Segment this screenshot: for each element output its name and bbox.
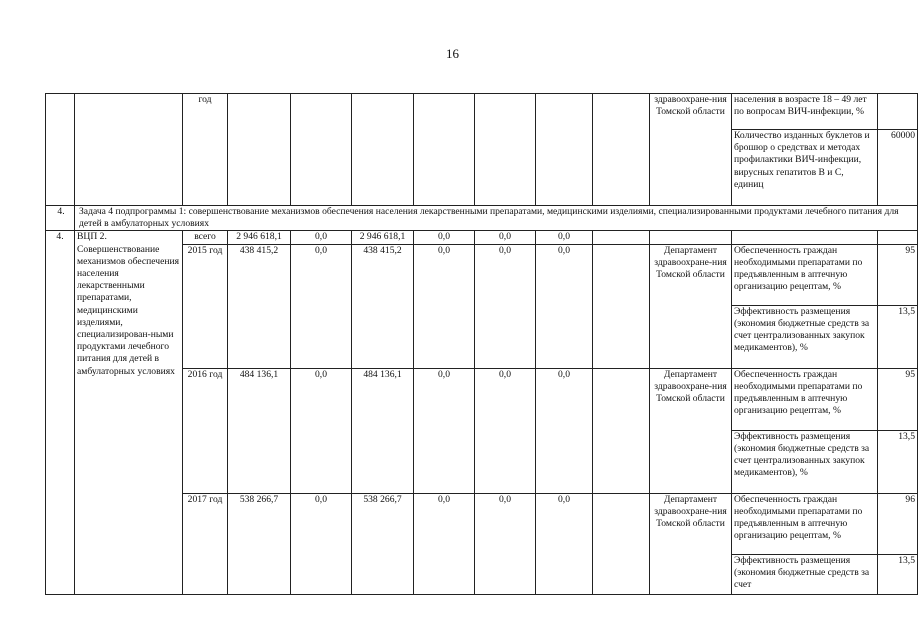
other1-value: 0,0	[475, 368, 536, 493]
indicator-cell: Обеспеченность граждан необходимыми препаратами по предъявленным в аптечную организацию рецептам, %	[732, 244, 878, 305]
other1-value: 0,0	[475, 244, 536, 368]
other1-value: 0,0	[475, 231, 536, 244]
program-table	[45, 93, 918, 595]
other1-value: 0,0	[475, 493, 536, 594]
program-title	[75, 231, 183, 594]
federal-value: 0,0	[291, 231, 352, 244]
other2-value: 0,0	[536, 493, 593, 594]
performer-cell: Департамент здравоохране-ния Томской области	[650, 493, 732, 594]
local-value: 0,0	[414, 368, 475, 493]
regional-value: 484 136,1	[352, 368, 414, 493]
performer-cell: здравоохране-ния Томской области	[650, 94, 732, 206]
table-row	[46, 94, 918, 130]
other2-value: 0,0	[536, 368, 593, 493]
federal-value: 0,0	[291, 368, 352, 493]
indicator-cell: Эффективность размещения (экономия бюджетные средств за счет централизованных закупок медикаментов), %	[732, 430, 878, 493]
indicator-value: 13,5	[878, 305, 918, 368]
year-cell: 2016 год	[183, 368, 228, 493]
indicator-value: 96	[878, 493, 918, 554]
indicator-value: 60000	[878, 130, 918, 206]
total-value: 484 136,1	[228, 368, 291, 493]
program-title-text: Совершенствование механизмов обеспечения населения лекарственными препаратами, медицинскими изделиями, специализирован-ными продуктами лечебного питания для детей в амбулаторных условиях	[77, 243, 180, 377]
period-cell: год	[183, 94, 228, 206]
indicator-value: 13,5	[878, 554, 918, 594]
federal-value: 0,0	[291, 244, 352, 368]
local-value: 0,0	[414, 244, 475, 368]
total-label: всего	[183, 231, 228, 244]
regional-value: 538 266,7	[352, 493, 414, 594]
indicator-value: 95	[878, 244, 918, 305]
federal-value: 0,0	[291, 493, 352, 594]
indicator-cell: населения в возрасте 18 – 49 лет по вопросам ВИЧ-инфекции, %	[732, 94, 878, 130]
other2-value: 0,0	[536, 244, 593, 368]
task-number: 4.	[46, 206, 75, 231]
indicator-cell: Обеспеченность граждан необходимыми препаратами по предъявленным в аптечную организацию рецептам, %	[732, 368, 878, 430]
local-value: 0,0	[414, 231, 475, 244]
indicator-cell: Количество изданных буклетов и брошюр о средствах и методах профилактики ВИЧ-инфекции, вирусных гепатитов В и С, единиц	[732, 130, 878, 206]
regional-value: 438 415,2	[352, 244, 414, 368]
indicator-cell: Эффективность размещения (экономия бюджетные средств за счет	[732, 554, 878, 594]
performer-cell: Департамент здравоохране-ния Томской области	[650, 244, 732, 368]
program-code: ВЦП 2.	[77, 231, 107, 243]
indicator-cell: Обеспеченность граждан необходимыми препаратами по предъявленным в аптечную организацию рецептам, %	[732, 493, 878, 554]
other2-value: 0,0	[536, 231, 593, 244]
indicator-cell: Эффективность размещения (экономия бюджетные средств за счет централизованных закупок медикаментов), %	[732, 305, 878, 368]
regional-value: 2 946 618,1	[352, 231, 414, 244]
task-row	[46, 206, 918, 231]
program-number: 4.	[46, 231, 75, 594]
year-cell: 2017 год	[183, 493, 228, 594]
performer-cell: Департамент здравоохране-ния Томской области	[650, 368, 732, 493]
task-text: Задача 4 подпрограммы 1: совершенствование механизмов обеспечения населения лекарственными препаратами, медицинскими изделиями, специализированными продуктами лечебного питания для детей в амбулаторных условиях	[75, 206, 918, 231]
total-value: 2 946 618,1	[228, 231, 291, 244]
local-value: 0,0	[414, 493, 475, 594]
indicator-value: 13,5	[878, 430, 918, 493]
total-value: 438 415,2	[228, 244, 291, 368]
page-number: 16	[446, 46, 459, 61]
year-cell: 2015 год	[183, 244, 228, 368]
program-total-row	[46, 231, 918, 244]
indicator-value: 95	[878, 368, 918, 430]
total-value: 538 266,7	[228, 493, 291, 594]
